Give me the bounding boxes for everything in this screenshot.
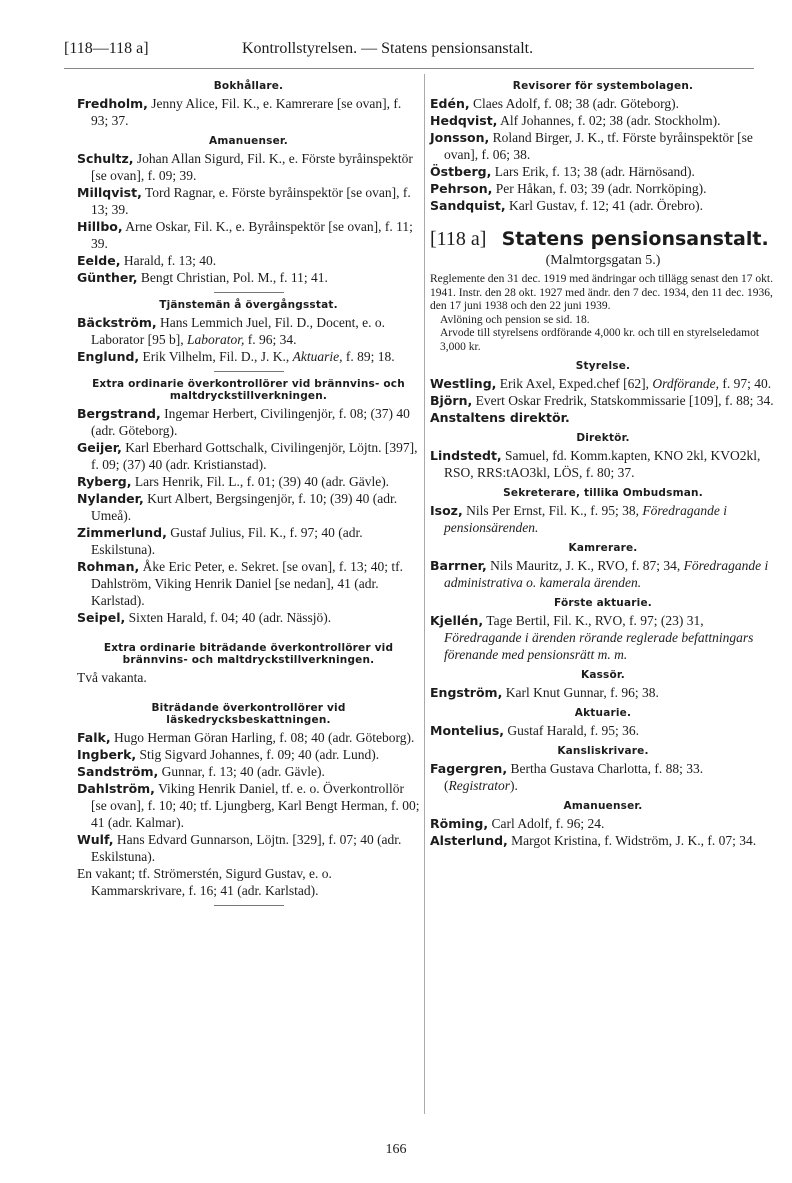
entry-text: Kurt Albert, Bergsingenjör, f. 10; (39) 40 (adr. Umeå). — [91, 491, 398, 523]
section-title-kamrerare: Kamrerare. — [568, 542, 638, 554]
entry-name: Jonsson, — [430, 130, 490, 145]
column-divider — [424, 74, 425, 1114]
entry — [77, 524, 420, 558]
entry-name: Hillbo, — [77, 219, 123, 234]
entry-name: Fredholm, — [77, 96, 148, 111]
entry: Barrner, Nils Mauritz, J. K., RVO, f. 87; 34, Föredragande i administrativa o. kamerala ärenden. — [430, 558, 769, 590]
entry-name: Pehrson, — [430, 181, 493, 196]
section-title-kassor: Kassör. — [580, 669, 625, 681]
entry-name: Seipel, — [77, 610, 126, 625]
pension-avloning: Avlöning och pension se sid. 18. — [440, 313, 590, 326]
entry-text: Per Håkan, f. 03; 39 (adr. Norrköping). — [492, 181, 707, 196]
entry — [430, 832, 776, 849]
pension-title: Statens pensionsanstalt. — [501, 228, 769, 250]
section-title-sekreterare: Sekreterare, tillika Ombudsman. — [503, 487, 703, 499]
entry: Lindstedt, Samuel, fd. Komm.kapten, KNO 2kl, KVO2kl, RSO, RRS:tAO3kl, LÖS, f. 80; 37. — [430, 448, 761, 480]
entry-name: Millqvist, — [77, 185, 142, 200]
pension-address: (Malmtorgsgatan 5.) — [545, 253, 661, 268]
section-title-styrelse: Styrelse. — [575, 360, 631, 372]
entry: Kjellén, Tage Bertil, Fil. K., RVO, f. 97; (23) 31, Föredragande i ärenden rörande reglerade befattningars förenande med pensionsrätt m. m. — [430, 613, 754, 662]
entry — [77, 609, 420, 626]
entry-name: Nylander, — [77, 491, 144, 506]
right-column — [430, 74, 776, 849]
entry — [77, 746, 420, 763]
list-amanuenser-right — [430, 815, 776, 849]
entry — [430, 197, 776, 214]
pension-arvode: Arvode till styrelsens ordförande 4,000 kr. och till en styrelseledamot 3,000 kr. — [440, 327, 760, 353]
section-title-extra1: Extra ordinarie överkontrollörer vid brännvins- och maltdryckstillverkningen. — [92, 378, 405, 402]
entry-name: Östberg, — [430, 164, 492, 179]
entry-text: Ingemar Herbert, Civilingenjör, f. 08; (37) 40 (adr. Göteborg). — [91, 406, 410, 438]
entry-name: Bergstrand, — [77, 406, 161, 421]
entry — [77, 184, 420, 218]
entry: Två vakanta. — [77, 670, 147, 685]
entry — [77, 865, 420, 899]
entry-text: Hans Edvard Gunnarson, Löjtn. [329], f. 07; 40 (adr. Eskilstuna). — [91, 832, 402, 864]
entry-name: Rohman, — [77, 559, 140, 574]
entry — [77, 95, 420, 129]
entry — [77, 405, 420, 439]
pension-reglemente: Reglemente den 31 dec. 1919 med ändringar och tillägg senast den 17 okt. 1941. Instr. den 28 okt. 1927 med ändr. den 7 dec. 1934, den 11 dec. 1936, den 17 juni 1938 och den 22 juni 1939. — [430, 273, 773, 312]
entry — [77, 831, 420, 865]
entry-name: Wulf, — [77, 832, 114, 847]
entry — [430, 815, 776, 832]
entry: Engström, Karl Knut Gunnar, f. 96; 38. — [430, 685, 659, 700]
entry-name: Hedqvist, — [430, 113, 498, 128]
page-header — [64, 40, 754, 69]
section-title-revisorer: Revisorer för systembolagen. — [512, 80, 694, 92]
entry — [430, 95, 776, 112]
list-extra1 — [77, 405, 420, 626]
entry: Anstaltens direktör. — [430, 410, 570, 425]
entry-text: Lars Erik, f. 13; 38 (adr. Härnösand). — [491, 164, 695, 179]
section-number: [118—118 a] — [64, 40, 149, 57]
entry-name: Falk, — [77, 730, 111, 745]
entry-text: Viking Henrik Daniel, tf. e. o. Överkontrollör [se ovan], f. 10; 40; tf. Ljungberg, Karl Bengt Herman, f. 00; 41 (adr. Kalmar). — [91, 781, 420, 830]
entry — [77, 558, 420, 609]
entry-text: Bengt Christian, Pol. M., f. 11; 41. — [137, 270, 328, 285]
list-amanuenser — [77, 150, 420, 286]
entry-text: Tord Ragnar, e. Förste byråinspektör [se ovan], f. 13; 39. — [91, 185, 411, 217]
entry-text: Alf Johannes, f. 02; 38 (adr. Stockholm). — [497, 113, 721, 128]
entry — [430, 129, 776, 163]
entry-text: Margot Kristina, f. Widström, J. K., f. 07; 34. — [507, 833, 757, 848]
entry — [77, 218, 420, 252]
entry-name: Schultz, — [77, 151, 134, 166]
entry — [77, 269, 420, 286]
entry-name: Sandquist, — [430, 198, 506, 213]
entry: Westling, Erik Axel, Exped.chef [62], Ordförande, f. 97; 40. — [430, 376, 772, 391]
entry: Bäckström, Hans Lemmich Juel, Fil. D., Docent, e. o. Laborator [95 b], Laborator, f. 96; 34. — [77, 315, 385, 347]
entry-text: Karl Eberhard Gottschalk, Civilingenjör, Löjtn. [397], f. 09; (37) 40 (adr. Kristianstad). — [91, 440, 418, 472]
entry: Isoz, Nils Per Ernst, Fil. K., f. 95; 38, Föredragande i pensionsärenden. — [430, 503, 727, 535]
entry — [430, 163, 776, 180]
entry-text: Carl Adolf, f. 96; 24. — [488, 816, 605, 831]
entry-text: Sixten Harald, f. 04; 40 (adr. Nässjö). — [125, 610, 332, 625]
page-title: Kontrollstyrelsen. — Statens pensionsanstalt. — [242, 40, 534, 57]
left-column — [77, 74, 420, 912]
entry-name: Günther, — [77, 270, 138, 285]
entry — [77, 780, 420, 831]
entry — [77, 490, 420, 524]
section-title-amanuenser-right: Amanuenser. — [563, 800, 643, 812]
entry-text: Gustaf Julius, Fil. K., f. 97; 40 (adr. Eskilstuna). — [91, 525, 363, 557]
separator — [214, 371, 284, 372]
entry-text: Jenny Alice, Fil. K., e. Kamrerare [se ovan], f. 93; 37. — [91, 96, 402, 128]
entry-name: Geijer, — [77, 440, 122, 455]
entry-text: Claes Adolf, f. 08; 38 (adr. Göteborg). — [469, 96, 679, 111]
entry-name: Ryberg, — [77, 474, 132, 489]
entry-text: Hugo Herman Göran Harling, f. 08; 40 (adr. Göteborg). — [110, 730, 415, 745]
list-revisorer — [430, 95, 776, 214]
entry — [430, 112, 776, 129]
entry-text: Lars Henrik, Fil. L., f. 01; (39) 40 (adr. Gävle). — [131, 474, 390, 489]
entry-name: Edén, — [430, 96, 470, 111]
list-bitr — [77, 729, 420, 899]
entry-name: Sandström, — [77, 764, 159, 779]
section-title-aktuarie: Aktuarie. — [574, 707, 632, 719]
entry — [77, 473, 420, 490]
entry-text: Roland Birger, J. K., tf. Förste byråinspektör [se ovan], f. 06; 38. — [444, 130, 753, 162]
entry — [430, 180, 776, 197]
entry — [77, 763, 420, 780]
entry — [77, 439, 420, 473]
entry: Björn, Evert Oskar Fredrik, Statskommissarie [109], f. 88; 34. — [430, 393, 774, 408]
section-title-bitr: Biträdande överkontrollörer vid läskedrycksbeskattningen. — [151, 702, 346, 726]
entry-text: Gunnar, f. 13; 40 (adr. Gävle). — [158, 764, 325, 779]
entry-text: En vakant; tf. Strömerstén, Sigurd Gustav, e. o. Kammarskrivare, f. 16; 41 (adr. Karlstad). — [77, 866, 332, 898]
pension-code: [118 a] — [430, 228, 487, 250]
entry — [77, 729, 420, 746]
section-title-aktuarie1: Förste aktuarie. — [554, 597, 652, 609]
entry — [77, 252, 420, 269]
entry-name: Zimmerlund, — [77, 525, 167, 540]
section-title-extra2: Extra ordinarie biträdande överkontrollörer vid brännvins- och maltdryckstillverkningen. — [103, 642, 394, 666]
entry — [77, 150, 420, 184]
entry: Fagergren, Bertha Gustava Charlotta, f. 88; 33. (Registrator). — [430, 761, 704, 793]
entry-text: Arne Oskar, Fil. K., e. Byråinspektör [se ovan], f. 11; 39. — [91, 219, 413, 251]
section-title-direktor: Direktör. — [576, 432, 630, 444]
section-title-amanuenser: Amanuenser. — [209, 135, 288, 147]
list-bokhallare — [77, 95, 420, 129]
entry-text: Åke Eric Peter, e. Sekret. [se ovan], f. 13; 40; tf. Dahlström, Viking Henrik Daniel [se nedan], 41 (adr. Karlstad). — [91, 559, 403, 608]
section-title-tjanstemän: Tjänstemän å övergångsstat. — [159, 299, 338, 311]
entry-text: Harald, f. 13; 40. — [120, 253, 217, 268]
pension-heading — [430, 228, 776, 251]
entry-name: Ingberk, — [77, 747, 137, 762]
entry-name: Dahlström, — [77, 781, 155, 796]
separator — [214, 292, 284, 293]
entry-text: Karl Gustav, f. 12; 41 (adr. Örebro). — [505, 198, 704, 213]
entry-name: Röming, — [430, 816, 489, 831]
entry-name: Eelde, — [77, 253, 121, 268]
entry: Englund, Erik Vilhelm, Fil. D., J. K., Aktuarie, f. 89; 18. — [77, 349, 395, 364]
section-title-kansli: Kansliskrivare. — [557, 745, 649, 757]
separator — [214, 905, 284, 906]
page-number: 166 — [385, 1142, 407, 1157]
entry-text: Stig Sigvard Johannes, f. 09; 40 (adr. Lund). — [136, 747, 380, 762]
entry-text: Johan Allan Sigurd, Fil. K., e. Förste byråinspektör [se ovan], f. 09; 39. — [91, 151, 413, 183]
entry: Montelius, Gustaf Harald, f. 95; 36. — [430, 723, 640, 738]
section-title-bokhallare: Bokhållare. — [213, 80, 284, 92]
entry-name: Alsterlund, — [430, 833, 508, 848]
